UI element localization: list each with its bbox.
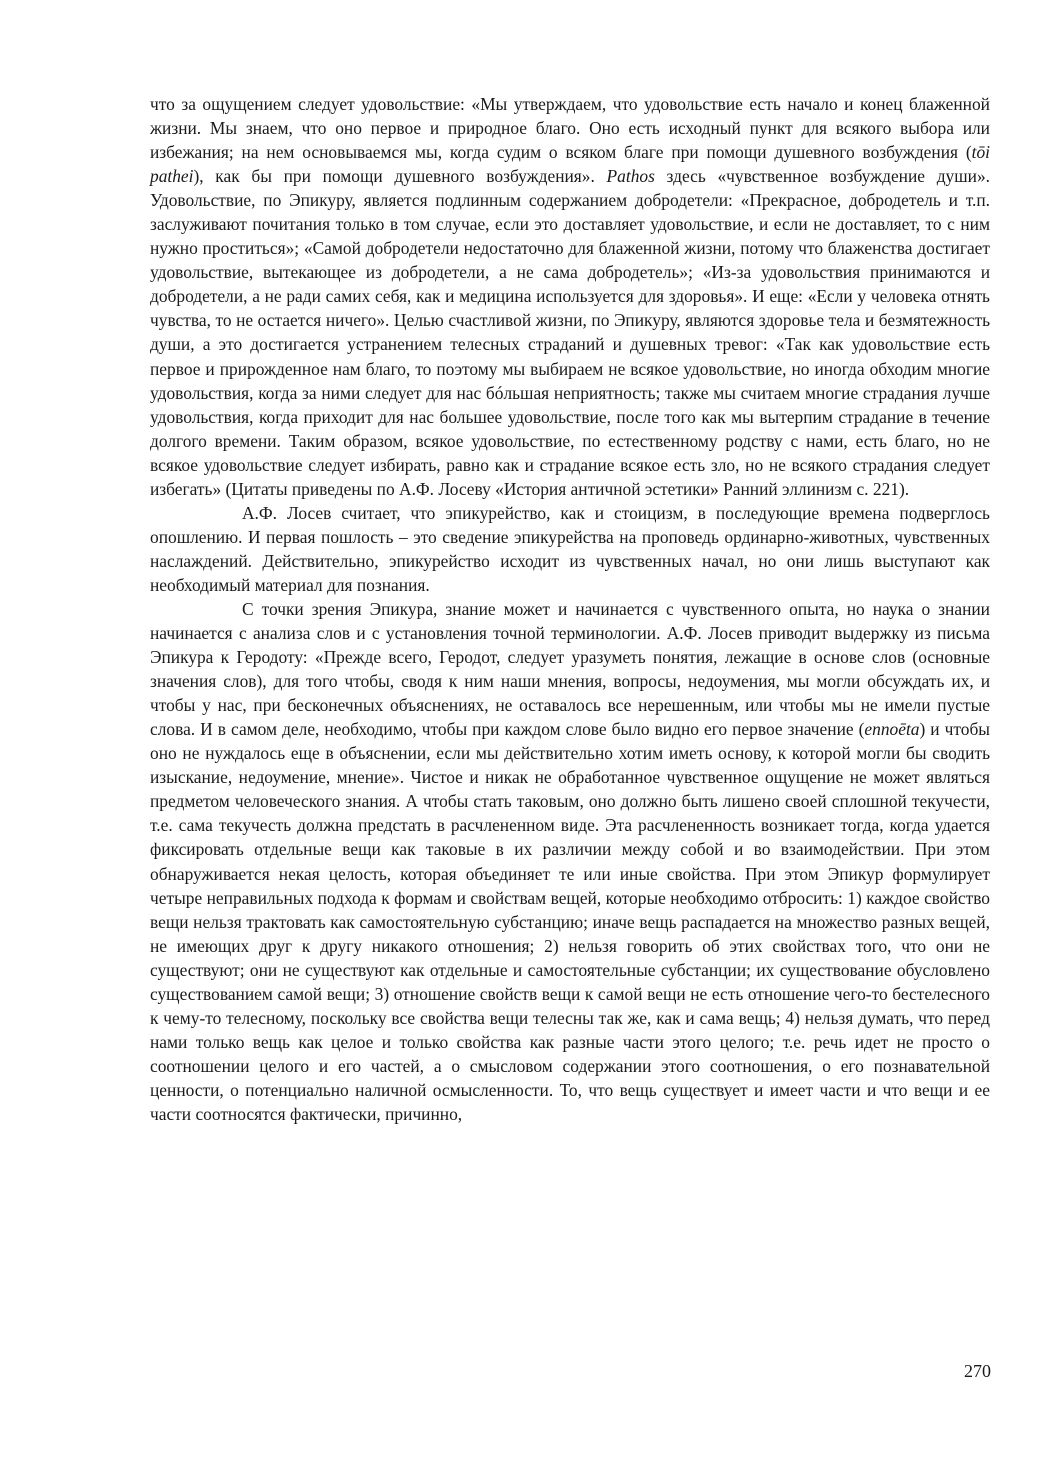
paragraph-3 xyxy=(150,597,990,1126)
p1-text-1: что за ощущением следует удовольствие: «Мы утверждаем, что удовольствие есть начало и конец блаженной жизни. Мы знаем, что оно первое и природное благо. Оно есть исходный пункт для всякого выбора или избежания; на нем основываемся мы, когда судим о всяком благе при помощи душевного возбуждения ( xyxy=(150,94,990,163)
p3-italic-ennoeta: ennoēta xyxy=(864,719,920,740)
p1-text-2: ), как бы при помощи душевного возбуждения». xyxy=(193,166,607,187)
p3-text-2: ) и чтобы оно не нуждалось еще в объяснении, если мы действительно хотим иметь основу, к которой могли бы сводить изыскание, недоумение, мнение». Чистое и никак не обработанное чувственное ощущение не может являться предметом человеческого знания. А чтобы стать таковым, оно должно быть лишено своей сплошной текучести, т.е. сама текучесть должна предстать в расчлененном виде. Эта расчлененность возникает тогда, когда удается фиксировать отдельные вещи как таковые в их различии между собой и во взаимодействии. При этом обнаруживается некая целость, которая объединяет те или иные свойства. При этом Эпикур формулирует четыре неправильных подхода к формам и свойствам вещей, которые необходимо отбросить: 1) каждое свойство вещи нельзя трактовать как самостоятельную субстанцию; иначе вещь распадается на множество разных вещей, не имеющих друг к другу никакого отношения; 2) нельзя говорить об этих свойствах того, что они не существуют; они не существуют как отдельные и самостоятельные субстанции; их существование обусловлено существованием самой вещи; 3) отношение свойств вещи к самой вещи не есть отношение чего-то бестелесного к чему-то телесному, поскольку все свойства вещи телесны так же, как и сама вещь; 4) нельзя думать, что перед нами только вещь как целое и только свойства как разные части этого целого; т.е. речь идет не просто о соотношении целого и его частей, а о смысловом содержании этого соотношения, о его познавательной ценности, о потенциально наличной осмысленности. То, что вещь существует и имеет части и что вещи и ее части соотносятся фактически, причинно, xyxy=(150,719,990,1124)
paragraph-1 xyxy=(150,92,990,501)
p2-text-1: А.Ф. Лосев считает, что эпикурейство, как и стоицизм, в последующие времена подверглось опошлению. И первая пошлость – это сведение эпикурейства на проповедь ординарно-животных, чувственных наслаждений. Действительно, эпикурейство исходит из чувственных начал, но они лишь выступают как необходимый материал для познания. xyxy=(150,502,990,595)
page-number: 270 xyxy=(964,1361,991,1381)
p1-text-3: здесь «чувственное возбуждение души». Удовольствие, по Эпикуру, является подлинным содержанием добродетели: «Прекрасное, добродетель и т.п. заслуживают почитания только в том случае, если это доставляет удовольствие, и если не доставляет, то с ним нужно проститься»; «Самой добродетели недостаточно для блаженной жизни, потому что блаженства достигает удовольствие, вытекающее из добродетели, а не сама добродетель»; «Из-за удовольствия принимаются и добродетели, а не ради самих себя, как и медицина используется для здоровья». И еще: «Если у человека отнять чувства, то не остается ничего». Целью счастливой жизни, по Эпикуру, являются здоровье тела и безмятежность души, а это достигается устранением телесных страданий и душевных тревог: «Так как удовольствие есть первое и прирожденное нам благо, то поэтому мы выбираем не всякое удовольствие, но иногда обходим многие удовольствия, когда за ними следует для нас бóльшая неприятность; также мы считаем многие страдания лучше удовольствия, когда приходит для нас большее удовольствие, после того как мы вытерпим страдание в течение долгого времени. Таким образом, всякое удовольствие, по естественному родству с нами, есть благо, но не всякое удовольствие следует избирать, равно как и страдание всякое есть зло, но не всякого страдания следует избегать» (Цитаты приведены по А.Ф. Лосеву «История античной эстетики» Ранний эллинизм с. 221). xyxy=(150,166,990,499)
p3-text-1: С точки зрения Эпикура, знание может и начинается с чувственного опыта, но наука о знании начинается с анализа слов и с установления точной терминологии. А.Ф. Лосев приводит выдержку из письма Эпикура к Геродоту: «Прежде всего, Геродот, следует уразуметь понятия, лежащие в основе слов (основные значения слов), для того чтобы, сводя к ним наши мнения, вопросы, недоумения, мы могли обсуждать их, и чтобы у нас, при бесконечных объяснениях, не оставалось все нерешенным, или чтобы мы не имели пустые слова. И в самом деле, необходимо, чтобы при каждом слове было видно его первое значение ( xyxy=(150,598,990,740)
p1-italic-pathos: Pathos xyxy=(606,166,655,187)
p1-italic-toi-pathei: tōi pathei xyxy=(150,142,990,187)
page-body xyxy=(150,92,990,1126)
paragraph-2 xyxy=(150,501,990,597)
